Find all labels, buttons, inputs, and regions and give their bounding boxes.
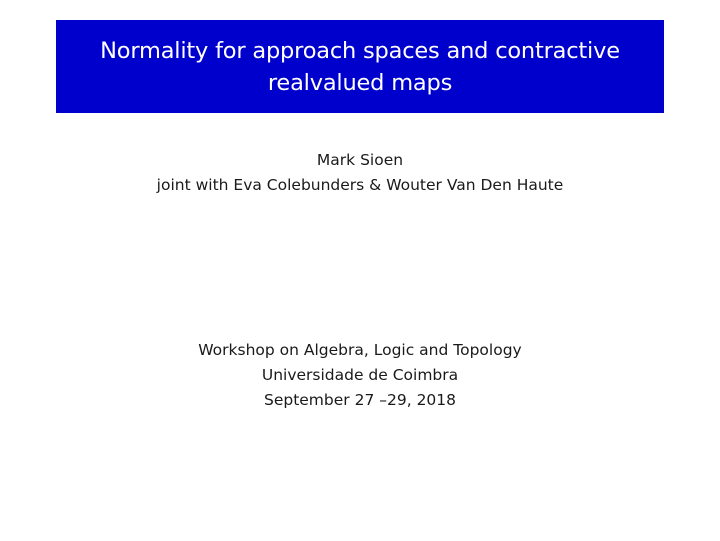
slide-title-line-1: Normality for approach spaces and contractive	[100, 37, 620, 64]
event-dates: September 27 –29, 2018	[263, 391, 457, 409]
author-block	[0, 148, 720, 198]
slide-title-box	[56, 20, 664, 113]
event-venue: Universidade de Coimbra	[261, 366, 459, 384]
slide-title-line-2: realvalued maps	[267, 69, 453, 96]
event-block	[0, 338, 720, 413]
event-name: Workshop on Algebra, Logic and Topology	[198, 341, 522, 359]
coauthors-line: joint with Eva Colebunders & Wouter Van Den Haute	[156, 176, 564, 194]
author-name: Mark Sioen	[316, 151, 404, 169]
